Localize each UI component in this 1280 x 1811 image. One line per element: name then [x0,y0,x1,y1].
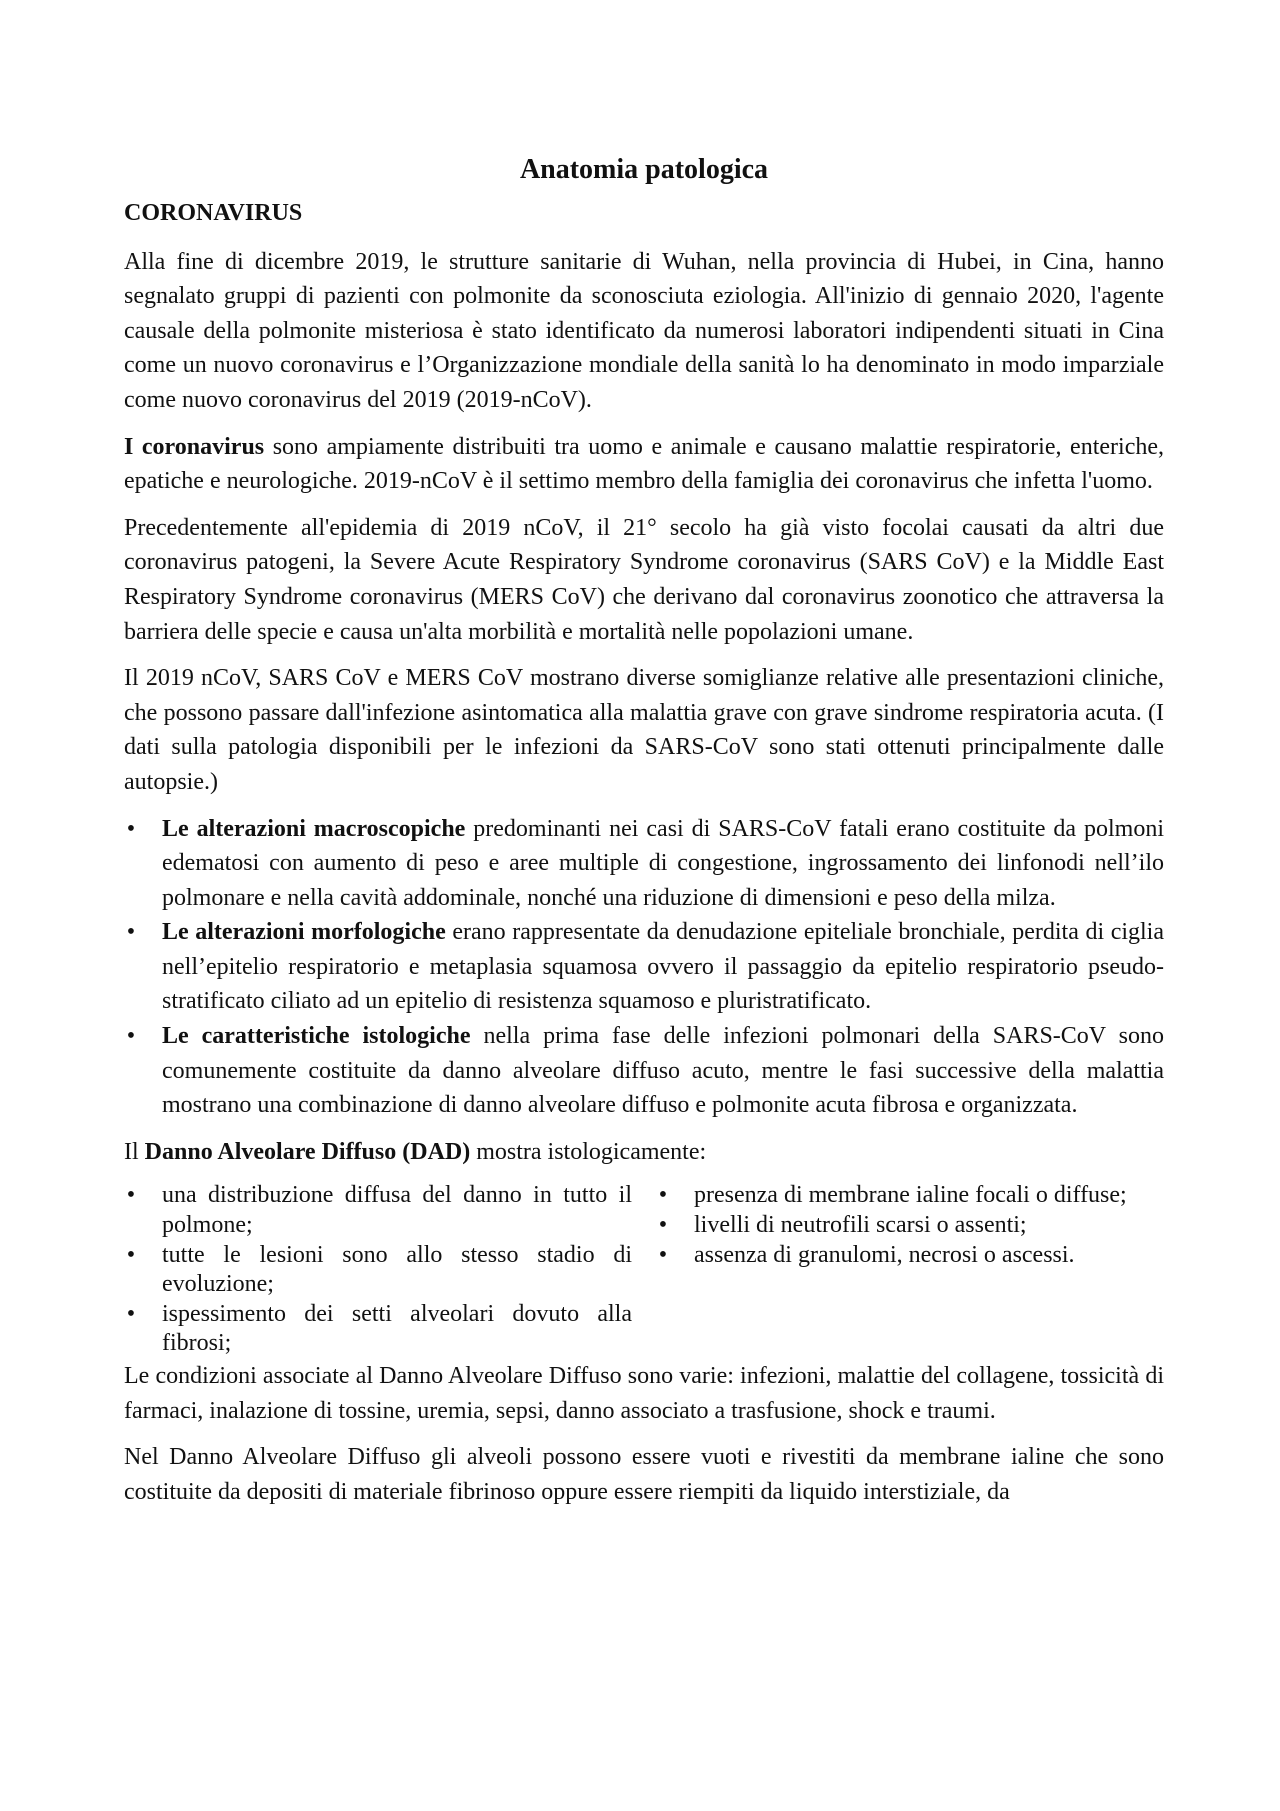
list-item [656,1181,1164,1211]
coronavirus-bold-term: I coronavirus [124,433,265,460]
bullet-icon: • [126,919,136,946]
epidemic-paragraph: Precedentemente all'epidemia di 2019 nCoV, il 21° secolo ha già visto focolai causati da altri due coronavirus patogeni, la Severe Acute Respiratory Syndrome coronavirus (SARS CoV) e la Middle East Respiratory Syndrome coronavirus (MERS CoV) che derivano dal coronavirus zoonotico che attraversa la barriera delle specie e causa un'alta morbilità e mortalità nelle popolazioni umane. [124,514,1164,645]
bullet-icon: • [658,1182,668,1209]
list-item-text: nella prima fase delle infezioni polmonari della SARS-CoV sono comunemente costituite da danno alveolare diffuso acuto, mentre le fasi successive della malattia mostrano una combinazione di danno alveolare diffuso e polmonite acuta fibrosa e organizzata. [162,1023,1165,1119]
list-item-text: predominanti nei casi di SARS-CoV fatali erano costituite da polmoni edematosi con aumento di peso e aree multiple di congestione, ingrossamento dei linfonodi nell’ilo polmonare e nella cavità addominale, nonché una riduzione di dimensioni e peso della milza. [162,815,1164,911]
dad-left-column [124,1181,632,1359]
list-item-text: una distribuzione diffusa del danno in tutto il polmone; [162,1182,632,1239]
section-heading: CORONAVIRUS [124,200,303,226]
dad-right-list [656,1181,1164,1270]
bullet-icon: • [658,1212,668,1239]
list-item-text: ispessimento dei setti alveolari dovuto alla fibrosi; [162,1300,632,1357]
dad-intro-bold: Danno Alveolare Diffuso (DAD) [144,1138,471,1165]
list-item [124,1181,632,1240]
bullet-icon: • [126,1241,136,1268]
intro-paragraph: Alla fine di dicembre 2019, le strutture sanitarie di Wuhan, nella provincia di Hubei, in Cina, hanno segnalato gruppi di pazienti con polmonite da sconosciuta eziologia. All'inizio di gennaio 2020, l'agente causale della polmonite misteriosa è stato identificato da numerosi laboratori indipendenti situati in Cina come un nuovo coronavirus e l’Organizzazione mondiale della sanità lo ha denominato in modo imparziale come nuovo coronavirus del 2019 (2019-nCoV). [124,248,1164,413]
findings-list [124,812,1164,1123]
list-item-bold: Le alterazioni morfologiche [162,919,446,946]
bullet-icon: • [126,1182,136,1209]
dad-intro-paragraph [124,1135,1164,1170]
list-item [124,1300,632,1359]
list-item-text: livelli di neutrofili scarsi o assenti; [694,1212,1027,1239]
list-item [656,1241,1164,1271]
bullet-icon: • [126,815,136,842]
list-item [656,1211,1164,1241]
bullet-icon: • [658,1241,668,1268]
dad-conditions-paragraph: Le condizioni associate al Danno Alveolare Diffuso sono varie: infezioni, malattie del collagene, tossicità di farmaci, inalazione di tossine, uremia, sepsi, danno associato a trasfusione, shock e traumi. [124,1363,1164,1424]
list-item [124,1019,1164,1123]
list-item [124,1241,632,1300]
list-item-bold: Le alterazioni macroscopiche [162,815,466,842]
page-title: Anatomia patologica [519,154,769,185]
dad-intro-pre: Il [124,1138,145,1165]
list-item-text: erano rappresentate da denudazione epiteliale bronchiale, perdita di ciglia nell’epitelio respiratorio e metaplasia squamosa ovvero il passaggio da epitelio respiratorio pseudo-stratificato ciliato ad un epitelio di resistenza squamoso e pluristratificato. [162,919,1164,1015]
list-item-text: presenza di membrane ialine focali o diffuse; [694,1182,1127,1209]
coronavirus-text: sono ampiamente distribuiti tra uomo e animale e causano malattie respiratorie, enteriche, epatiche e neurologiche. 2019-nCoV è il settimo membro della famiglia dei coronavirus che infetta l'uomo. [124,433,1164,495]
list-item-text: assenza di granulomi, necrosi o ascessi. [694,1241,1075,1268]
list-item [124,915,1164,1019]
bullet-icon: • [126,1300,136,1327]
dad-intro-post: mostra istologicamente: [470,1138,707,1165]
list-item [124,812,1164,916]
document-body [124,150,1164,1521]
dad-right-column [656,1181,1164,1359]
dad-features-columns [124,1181,1164,1359]
bullet-icon: • [126,1023,136,1050]
coronavirus-paragraph [124,430,1164,499]
list-item-text: tutte le lesioni sono allo stesso stadio di evoluzione; [162,1241,632,1298]
dad-alveoli-paragraph: Nel Danno Alveolare Diffuso gli alveoli possono essere vuoti e rivestiti da membrane ialine che sono costituite da depositi di materiale fibrinoso oppure essere riempiti da liquido interstiziale, da [124,1444,1164,1505]
list-item-bold: Le caratteristiche istologiche [162,1023,471,1050]
similarities-paragraph: Il 2019 nCoV, SARS CoV e MERS CoV mostrano diverse somiglianze relative alle presentazioni cliniche, che possono passare dall'infezione asintomatica alla malattia grave con grave sindrome respiratoria acuta. (I dati sulla patologia disponibili per le infezioni da SARS-CoV sono stati ottenuti principalmente dalle autopsie.) [124,665,1164,795]
dad-left-list [124,1181,632,1359]
